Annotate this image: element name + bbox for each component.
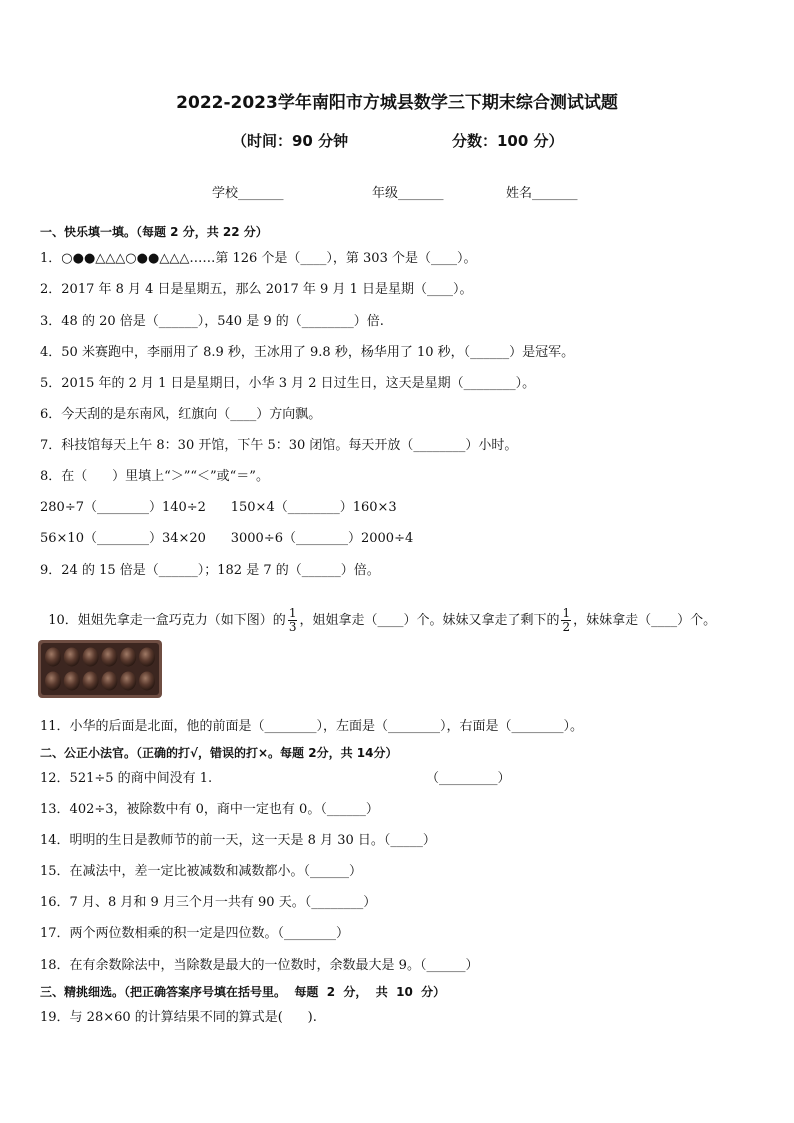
chocolate-piece	[83, 648, 99, 667]
question-10-part-2: ，姐姐拿走（____）个。妹妹又拿走了剩下的	[299, 613, 560, 628]
fraction-denominator: 2	[562, 620, 571, 634]
exam-score: 分数：100 分）	[452, 132, 564, 150]
question-9: 9．24 的 15 倍是（______）；182 是 7 的（______）倍。	[40, 563, 380, 578]
chocolate-piece	[45, 672, 61, 691]
name-field[interactable]: 姓名_______	[506, 186, 578, 201]
question-7: 7．科技馆每天上午 8：30 开馆，下午 5：30 闭馆。每天开放（________）小时。	[40, 438, 518, 453]
section-1-heading: 一、快乐填一填。（每题 2 分，共 22 分）	[40, 225, 268, 239]
question-12: 12．521÷5 的商中间没有 1.	[40, 771, 213, 786]
grade-field[interactable]: 年级_______	[372, 186, 444, 201]
chocolate-piece	[64, 672, 80, 691]
question-14: 14．明明的生日是教师节的前一天，这一天是 8 月 30 日。（_____）	[40, 833, 436, 848]
question-16: 16．7 月、8 月和 9 月三个月一共有 90 天。（________）	[40, 895, 377, 910]
fraction-one-third	[288, 607, 298, 634]
section-2-heading: 二、公正小法官。（正确的打√，错误的打×。每题 2分，共 14分）	[40, 746, 398, 760]
exam-time: （时间：90 分钟	[232, 132, 349, 150]
page-title: 2022-2023学年南阳市方城县数学三下期末综合测试试题	[176, 93, 618, 113]
question-8-row-2: 56×10（________）34×20 3000÷6（________）2000÷4	[40, 531, 414, 546]
question-13: 13．402÷3，被除数中有 0，商中一定也有 0。（______）	[40, 802, 379, 817]
question-17: 17．两个两位数相乘的积一定是四位数。（________）	[40, 926, 350, 941]
question-8: 8．在（ ）里填上“＞”“＜”或“＝”。	[40, 469, 269, 484]
question-10-part-3: ，妹妹拿走（____）个。	[573, 613, 717, 628]
fraction-numerator: 1	[288, 606, 297, 620]
chocolate-piece	[101, 672, 117, 691]
question-12-answer-blank[interactable]: （_________）	[426, 771, 511, 786]
section-3-heading: 三、精挑细选。（把正确答案序号填在括号里。 每题 2 分， 共 10 分）	[40, 985, 446, 999]
chocolate-box-image	[38, 640, 162, 698]
question-3: 3．48 的 20 倍是（______），540 是 9 的（________）倍.	[40, 314, 384, 329]
chocolate-piece	[101, 648, 117, 667]
question-4: 4．50 米赛跑中，李丽用了 8.9 秒，王冰用了 9.8 秒，杨华用了 10 秒，（______）是冠军。	[40, 345, 575, 360]
question-6: 6．今天刮的是东南风，红旗向（____）方向飘。	[40, 407, 322, 422]
question-10-part-1: 10．姐姐先拿走一盒巧克力（如下图）的	[48, 613, 286, 628]
chocolate-piece	[139, 648, 155, 667]
fraction-numerator: 1	[562, 606, 571, 620]
chocolate-piece	[120, 648, 136, 667]
chocolate-piece	[64, 648, 80, 667]
chocolate-piece	[83, 672, 99, 691]
question-8-row-1: 280÷7（________）140÷2 150×4（________）160×3	[40, 500, 397, 515]
chocolate-piece	[120, 672, 136, 691]
question-18: 18．在有余数除法中，当除数是最大的一位数时，余数最大是 9。（______）	[40, 958, 479, 973]
question-15: 15．在减法中，差一定比被减数和减数都小。（______）	[40, 864, 363, 879]
fraction-denominator: 3	[288, 620, 297, 634]
question-1: 1．○●●△△△○●●△△△……第 126 个是（____），第 303 个是（____）。	[40, 251, 477, 266]
question-11: 11．小华的后面是北面，他的前面是（________），左面是（________），右面是（________）。	[40, 719, 584, 734]
chocolate-piece	[45, 648, 61, 667]
school-field[interactable]: 学校_______	[212, 186, 284, 201]
question-5: 5．2015 年的 2 月 1 日是星期日，小华 3 月 2 日过生日，这天是星期（________）。	[40, 376, 536, 391]
question-19: 19．与 28×60 的计算结果不同的算式是( ).	[40, 1010, 317, 1025]
fraction-one-half	[561, 607, 571, 634]
question-10	[40, 589, 716, 634]
question-2: 2．2017 年 8 月 4 日是星期五，那么 2017 年 9 月 1 日是星期（____）。	[40, 282, 473, 297]
chocolate-piece	[139, 672, 155, 691]
